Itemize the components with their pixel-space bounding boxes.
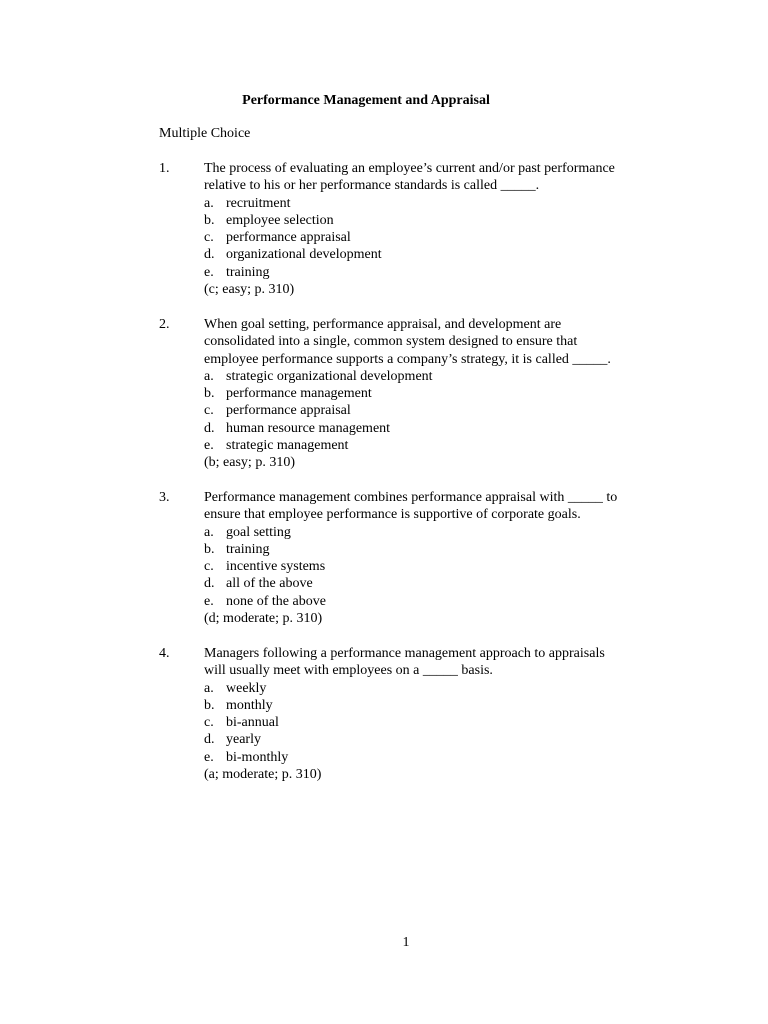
option-letter: d. bbox=[204, 732, 215, 748]
answer-key: (b; easy; p. 310) bbox=[204, 455, 295, 471]
option-item bbox=[204, 697, 679, 714]
question-body bbox=[204, 316, 679, 472]
option-text: bi-monthly bbox=[226, 749, 289, 765]
option-letter: d. bbox=[204, 247, 215, 263]
option-text: performance appraisal bbox=[226, 230, 351, 246]
option-item bbox=[204, 368, 679, 385]
option-text: none of the above bbox=[226, 593, 326, 609]
section-heading: Multiple Choice bbox=[159, 126, 251, 141]
option-item bbox=[204, 524, 679, 541]
question-stem-line: relative to his or her performance standards is called _____. bbox=[204, 178, 540, 194]
option-letter: a. bbox=[204, 680, 214, 696]
question-number: 1. bbox=[159, 161, 170, 176]
option-item bbox=[204, 229, 679, 246]
option-item bbox=[204, 558, 679, 575]
option-text: employee selection bbox=[226, 212, 334, 228]
option-item bbox=[204, 246, 679, 263]
question-stem-line: The process of evaluating an employee’s current and/or past performance bbox=[204, 161, 615, 176]
option-list bbox=[204, 680, 679, 766]
question-stem-line: will usually meet with employees on a _____ basis. bbox=[204, 663, 493, 679]
option-item bbox=[204, 264, 679, 281]
option-item bbox=[204, 420, 679, 437]
option-text: weekly bbox=[226, 680, 267, 696]
question-stem-line: employee performance supports a company’s strategy, it is called _____. bbox=[204, 351, 611, 367]
option-item bbox=[204, 749, 679, 766]
option-text: recruitment bbox=[226, 195, 291, 211]
option-letter: b. bbox=[204, 541, 215, 557]
option-text: bi-annual bbox=[226, 715, 279, 731]
option-text: strategic organizational development bbox=[226, 368, 433, 384]
option-letter: e. bbox=[204, 438, 214, 454]
option-list bbox=[204, 195, 679, 281]
question-stem-line: When goal setting, performance appraisal, and development are bbox=[204, 317, 562, 332]
option-list bbox=[204, 524, 679, 610]
answer-key: (d; moderate; p. 310) bbox=[204, 611, 323, 627]
option-item bbox=[204, 195, 679, 212]
question-stem-line: consolidated into a single, common system designed to ensure that bbox=[204, 334, 578, 350]
option-letter: b. bbox=[204, 697, 215, 713]
option-text: performance management bbox=[226, 386, 372, 402]
question-stem-line: Managers following a performance management approach to appraisals bbox=[204, 646, 605, 661]
question-body bbox=[204, 160, 679, 298]
option-item bbox=[204, 402, 679, 419]
option-letter: d. bbox=[204, 420, 215, 436]
option-item bbox=[204, 714, 679, 731]
option-item bbox=[204, 385, 679, 402]
question-number: 4. bbox=[159, 646, 170, 661]
option-item bbox=[204, 437, 679, 454]
option-item bbox=[204, 212, 679, 229]
document-title: Performance Management and Appraisal bbox=[242, 93, 490, 108]
option-letter: d. bbox=[204, 576, 215, 592]
option-item bbox=[204, 541, 679, 558]
option-letter: c. bbox=[204, 559, 214, 575]
option-text: incentive systems bbox=[226, 559, 326, 575]
option-list bbox=[204, 368, 679, 454]
option-letter: e. bbox=[204, 593, 214, 609]
question-body bbox=[204, 489, 679, 627]
answer-key: (a; moderate; p. 310) bbox=[204, 767, 322, 783]
option-text: yearly bbox=[226, 732, 261, 748]
question-number: 3. bbox=[159, 490, 170, 505]
option-text: training bbox=[226, 264, 270, 280]
option-text: monthly bbox=[226, 697, 273, 713]
question-body bbox=[204, 645, 679, 783]
option-item bbox=[204, 575, 679, 592]
option-letter: e. bbox=[204, 749, 214, 765]
question-stem-line: Performance management combines performance appraisal with _____ to bbox=[204, 490, 618, 505]
option-letter: b. bbox=[204, 212, 215, 228]
option-letter: c. bbox=[204, 715, 214, 731]
question-stem-line: ensure that employee performance is supportive of corporate goals. bbox=[204, 507, 581, 523]
option-text: training bbox=[226, 541, 270, 557]
option-item bbox=[204, 680, 679, 697]
option-letter: c. bbox=[204, 403, 214, 419]
option-letter: e. bbox=[204, 264, 214, 280]
page-number: 1 bbox=[402, 935, 410, 950]
option-text: human resource management bbox=[226, 420, 391, 436]
option-text: performance appraisal bbox=[226, 403, 351, 419]
option-text: strategic management bbox=[226, 438, 349, 454]
option-letter: b. bbox=[204, 386, 215, 402]
option-text: organizational development bbox=[226, 247, 382, 263]
option-text: all of the above bbox=[226, 576, 313, 592]
option-text: goal setting bbox=[226, 524, 291, 540]
option-item bbox=[204, 731, 679, 748]
option-letter: a. bbox=[204, 524, 214, 540]
option-letter: c. bbox=[204, 230, 214, 246]
answer-key: (c; easy; p. 310) bbox=[204, 282, 295, 298]
question-number: 2. bbox=[159, 317, 170, 332]
option-letter: a. bbox=[204, 195, 214, 211]
option-letter: a. bbox=[204, 368, 214, 384]
option-item bbox=[204, 593, 679, 610]
